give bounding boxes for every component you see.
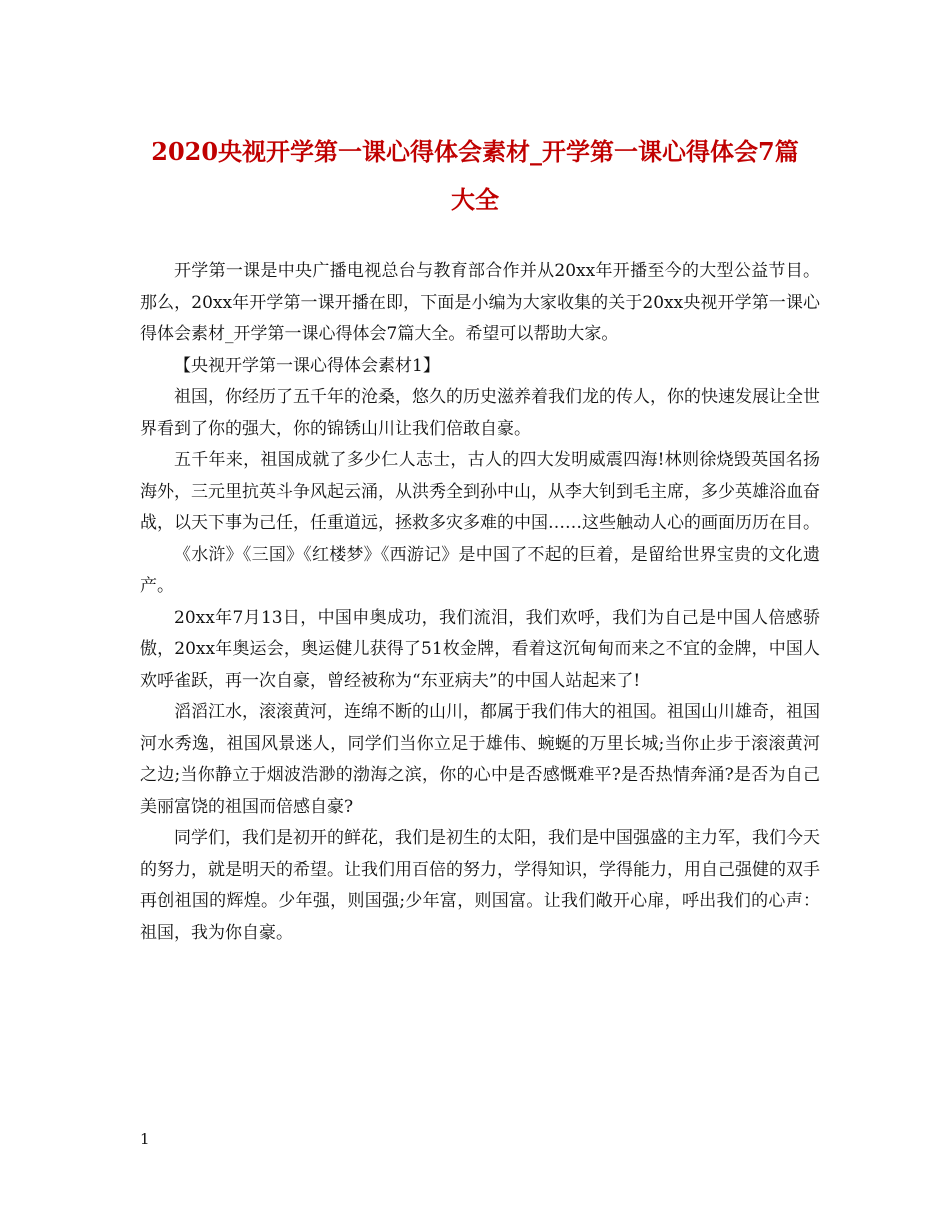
paragraph: 同学们，我们是初开的鲜花，我们是初生的太阳，我们是中国强盛的主力军，我们今天的努力，就是明天的希望。让我们用百倍的努力，学得知识，学得能力，用自己强健的双手再创祖国的辉煌。少年强，则国强;少年富，则国富。让我们敞开心扉，呼出我们的心声：祖国，我为你自豪。 — [140, 828, 820, 943]
section-heading: 【央视开学第一课心得体会素材1】 — [174, 355, 440, 376]
paragraph: 滔滔江水，滚滚黄河，连绵不断的山川，都属于我们伟大的祖国。祖国山川雄奇，祖国河水秀逸，祖国风景迷人，同学们当你立足于雄伟、蜿蜒的万里长城;当你止步于滚滚黄河之边;当你静立于烟波浩渺的渤海之滨，你的心中是否感慨难平?是否热情奔涌?是否为自己美丽富饶的祖国而倍感自豪? — [140, 702, 820, 817]
paragraph: 五千年来，祖国成就了多少仁人志士，古人的四大发明威震四海!林则徐烧毁英国名扬海外，三元里抗英斗争风起云涌，从洪秀全到孙中山，从李大钊到毛主席，多少英雄浴血奋战，以天下事为己任，任重道远，拯救多灾多难的中国……这些触动人心的画面历历在目。 — [140, 450, 820, 533]
paragraph: 祖国，你经历了五千年的沧桑，悠久的历史滋养着我们龙的传人，你的快速发展让全世界看到了你的强大，你的锦锈山川让我们倍敢自豪。 — [140, 387, 820, 439]
document-body — [140, 256, 820, 949]
page-number: 1 — [140, 1130, 150, 1148]
paragraph: 20xx年7月13日，中国申奥成功，我们流泪，我们欢呼，我们为自己是中国人倍感骄傲，20xx年奥运会，奥运健儿获得了51枚金牌，看着这沉甸甸而来之不宜的金牌，中国人欢呼雀跃，再一次自豪，曾经被称为“东亚病夫”的中国人站起来了! — [140, 607, 820, 691]
paragraph-intro: 开学第一课是中央广播电视总台与教育部合作并从20xx年开播至今的大型公益节目。那么，20xx年开学第一课开播在即，下面是小编为大家收集的关于20xx央视开学第一课心得体会素材_开学第一课心得体会7篇大全。希望可以帮助大家。 — [140, 261, 820, 344]
paragraph: 《水浒》《三国》《红楼梦》《西游记》是中国了不起的巨着，是留给世界宝贵的文化遗产。 — [140, 544, 820, 596]
document-title: 2020央视开学第一课心得体会素材_开学第一课心得体会7篇大全 — [151, 137, 799, 214]
